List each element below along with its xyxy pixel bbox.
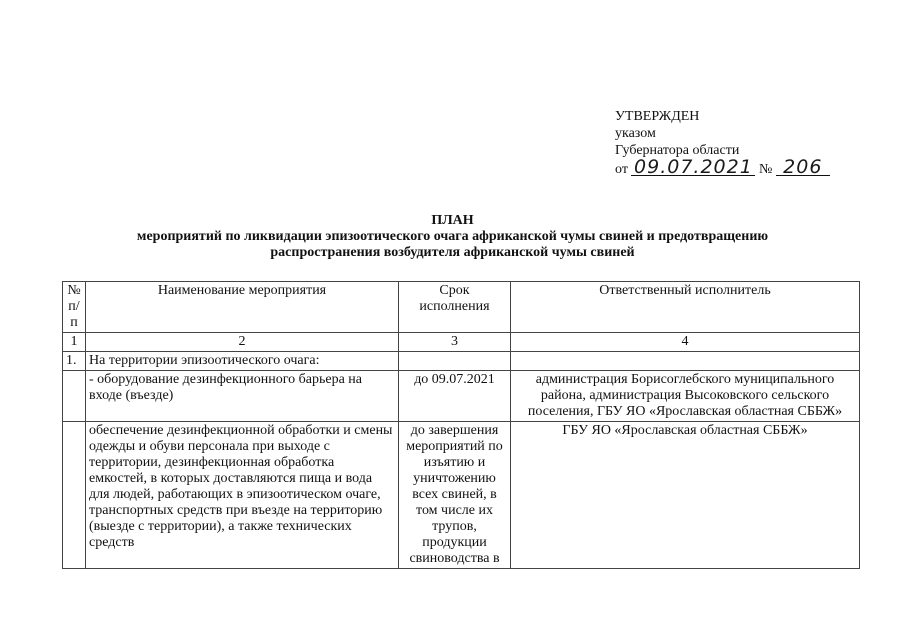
row-num: 1.	[63, 352, 86, 371]
col-number-3: 3	[399, 333, 511, 352]
approval-governor: Губернатора области	[615, 143, 740, 158]
row-term: до 09.07.2021	[399, 371, 511, 422]
col-number-4: 4	[511, 333, 860, 352]
approval-date-line	[615, 156, 830, 178]
row-num	[63, 422, 86, 569]
title-line-3: распространения возбудителя африканской чумы свиней	[270, 245, 635, 260]
approval-number: 206	[776, 159, 830, 176]
table-header-row	[63, 282, 860, 333]
row-executor	[511, 352, 860, 371]
title-line-2: мероприятий по ликвидации эпизоотического очага африканской чумы свиней и предотвращению	[136, 229, 769, 244]
row-name: На территории эпизоотического очага:	[86, 352, 399, 371]
row-num	[63, 371, 86, 422]
column-number-row	[63, 333, 860, 352]
col-number-1: 1	[63, 333, 86, 352]
plan-table	[62, 281, 860, 569]
approval-block	[615, 108, 830, 178]
table-row	[63, 371, 860, 422]
header-executor: Ответственный исполнитель	[511, 282, 860, 333]
row-term: до завершения мероприятий по изъятию и уничтожению всех свиней, в том числе их трупов, продукции свиноводства в	[399, 422, 511, 569]
approval-date: 09.07.2021	[631, 159, 755, 176]
row-name: - оборудование дезинфекционного барьера на входе (въезде)	[86, 371, 399, 422]
row-term	[399, 352, 511, 371]
approval-date-prefix: от	[615, 162, 628, 177]
table-row	[63, 422, 860, 569]
approval-number-prefix: №	[758, 162, 773, 177]
document-title	[0, 213, 905, 261]
title-heading: ПЛАН	[431, 213, 474, 228]
approval-by-decree: указом	[615, 126, 656, 141]
header-num: № п/п	[63, 282, 86, 333]
header-name: Наименование мероприятия	[86, 282, 399, 333]
row-name: обеспечение дезинфекционной обработки и смены одежды и обуви персонала при выходе с территории, дезинфекционная обработка емкостей, в которых доставляются пища и вода для людей, работающих в эпизоотическом очаге, транспортных средств при въезде на территорию (выезде с территории), а также технических средств	[86, 422, 399, 569]
col-number-2: 2	[86, 333, 399, 352]
table-row	[63, 352, 860, 371]
header-term: Срок исполнения	[399, 282, 511, 333]
approval-approved: УТВЕРЖДЕН	[615, 109, 700, 124]
row-executor: администрация Борисоглебского муниципального района, администрация Высоковского сельского поселения, ГБУ ЯО «Ярославская областная СББЖ»	[511, 371, 860, 422]
row-executor: ГБУ ЯО «Ярославская областная СББЖ»	[511, 422, 860, 569]
